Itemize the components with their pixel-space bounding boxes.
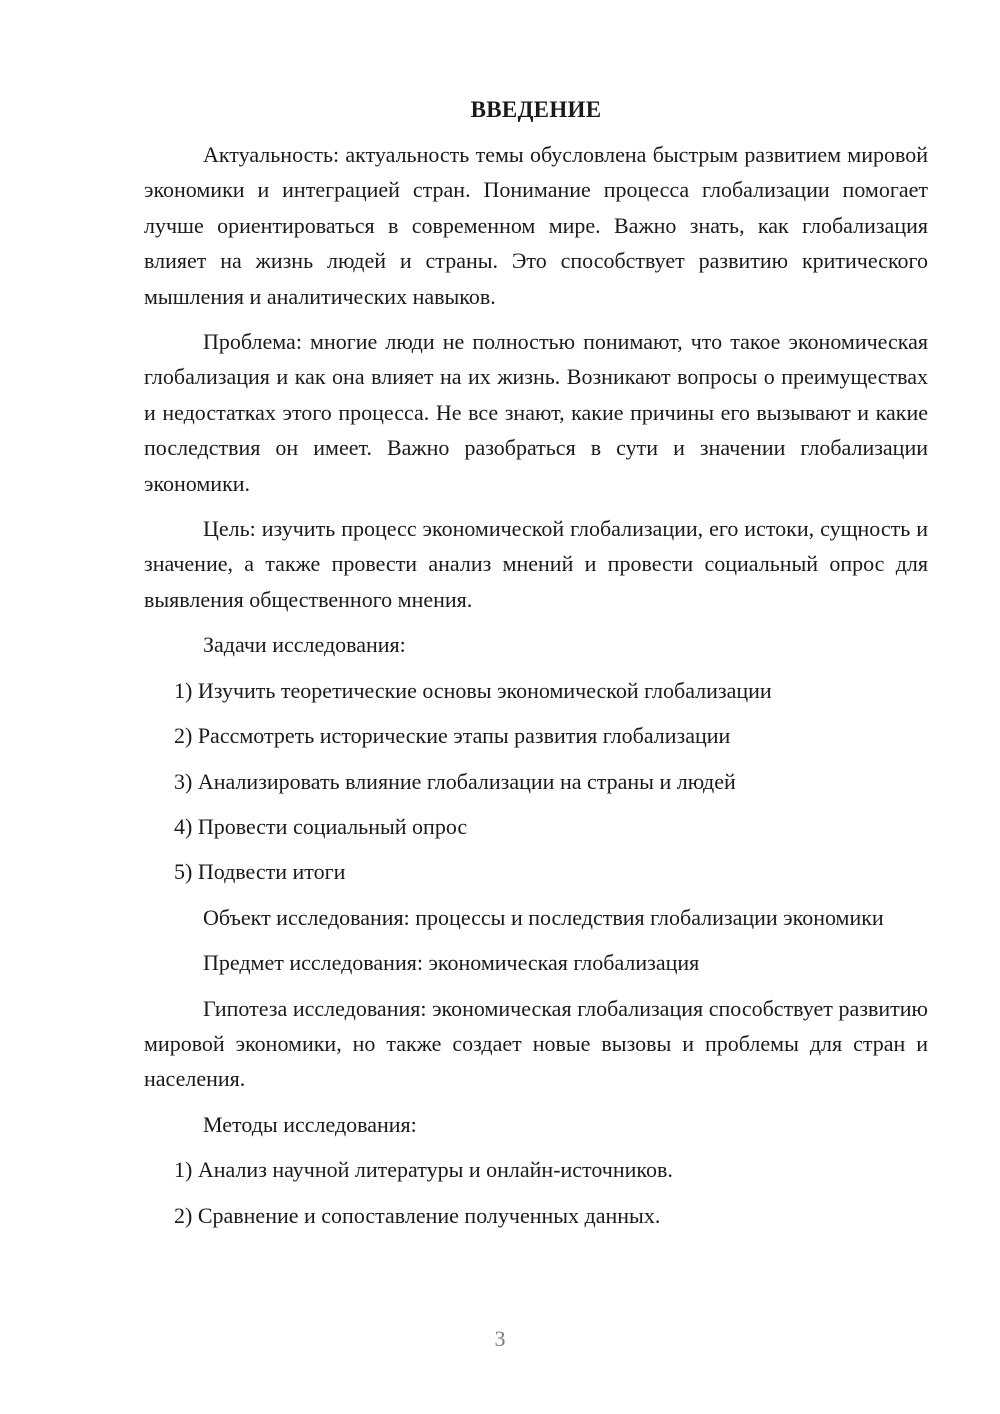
document-title: ВВЕДЕНИЕ [470,97,602,122]
tasks-heading: Задачи исследования: [203,632,406,658]
page-number: 3 [494,1326,506,1351]
list-item: 4) Провести социальный опрос [174,813,468,839]
list-item: 2) Рассмотреть исторические этапы развития глобализации [174,723,731,749]
problem-paragraph: Проблема: многие люди не полностью понимают, что такое экономическая глобализация и как она влияет на их жизнь. Возникают вопросы о преимуществах и недостатках этого процесса. Не все знают, какие причины его вызывают и какие последствия он имеет. Важно разобраться в сути и значении глобализации экономики. [144,329,928,496]
tasks-list [144,673,928,890]
list-item: 3) Анализировать влияние глобализации на страны и людей [174,768,736,794]
list-item: 1) Анализ научной литературы и онлайн-источников. [174,1157,673,1183]
methods-list [144,1152,928,1233]
document-page [144,92,928,1233]
list-item: 5) Подвести итоги [174,859,346,885]
goal-paragraph: Цель: изучить процесс экономической глобализации, его истоки, сущность и значение, а также провести анализ мнений и провести социальный опрос для выявления общественного мнения. [144,516,928,612]
list-item: 1) Изучить теоретические основы экономической глобализации [174,677,772,703]
subject-paragraph: Предмет исследования: экономическая глобализация [203,950,700,976]
object-paragraph: Объект исследования: процессы и последствия глобализации экономики [203,904,884,930]
relevance-paragraph: Актуальность: актуальность темы обусловлена быстрым развитием мировой экономики и интеграцией стран. Понимание процесса глобализации помогает лучше ориентироваться в современном мире. Важно знать, как глобализация влияет на жизнь людей и страны. Это способствует развитию критического мышления и аналитических навыков. [144,142,928,309]
list-item: 2) Сравнение и сопоставление полученных данных. [174,1202,661,1228]
methods-heading: Методы исследования: [203,1111,417,1137]
hypothesis-paragraph: Гипотеза исследования: экономическая глобализация способствует развитию мировой экономики, но также создает новые вызовы и проблемы для стран и населения. [144,995,928,1092]
